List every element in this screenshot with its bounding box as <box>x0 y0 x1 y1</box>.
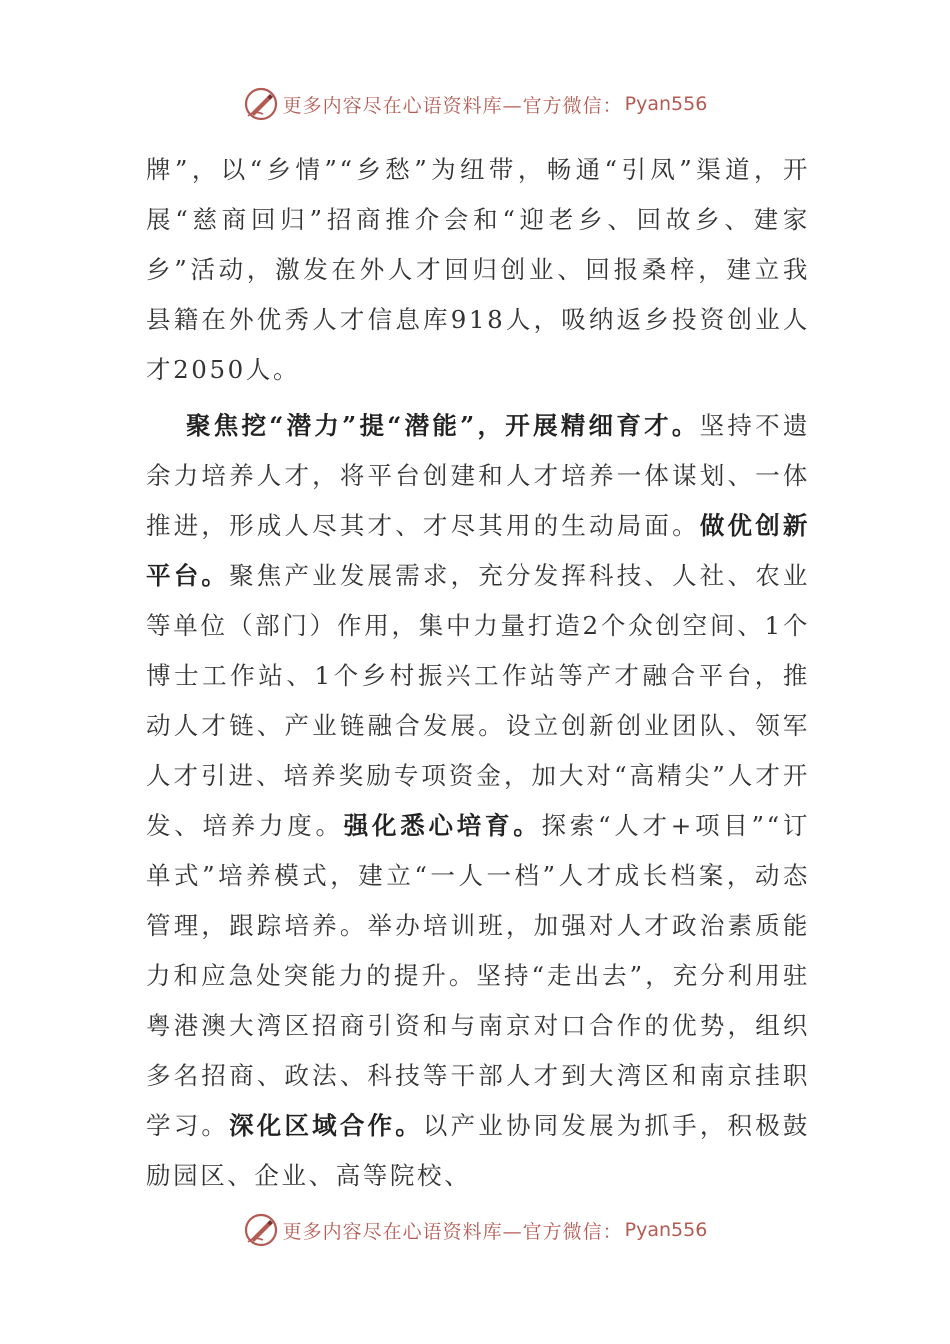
paragraph-text: 坚持不遗余力培养人才，将平台创建和人才培养一体谋划、一体推进，形成人尽其才、才尽其用的生动局面。 <box>146 411 810 540</box>
banner-text: 更多内容尽在心语资料库—官方微信： <box>282 1220 623 1243</box>
subheading-cooperation: 深化区域合作。 <box>229 1111 423 1140</box>
header-banner <box>0 82 950 126</box>
subheading-training: 强化悉心培育。 <box>343 811 542 840</box>
footer-banner <box>0 1208 950 1252</box>
paragraph-2 <box>146 401 810 1201</box>
paragraph-text: 聚焦产业发展需求，充分发挥科技、人社、农业等单位（部门）作用，集中力量打造2个众创空间、1个博士工作站、1个乡村振兴工作站等产才融合平台，推动人才链、产业链融合发展。设立创新创业团队、领军人才引进、培养奖励专项资金，加大对“高精尖”人才开发、培养力度。 <box>146 561 810 840</box>
pen-logo-icon <box>243 1212 279 1248</box>
wechat-id: Pyan556 <box>624 1219 708 1241</box>
document-body <box>146 145 810 1201</box>
banner-text: 更多内容尽在心语资料库—官方微信： <box>282 94 623 117</box>
paragraph-1: 牌”，以“乡情”“乡愁”为纽带，畅通“引凤”渠道，开展“慈商回归”招商推介会和“迎老乡、回故乡、建家乡”活动，激发在外人才回归创业、回报桑梓，建立我县籍在外优秀人才信息库918人，吸纳返乡投资创业人才2050人。 <box>146 155 810 384</box>
paragraph-text: 以产业协同发展为抓手，积极鼓励园区、企业、高等院校、 <box>146 1111 810 1190</box>
pen-logo-icon <box>243 86 279 122</box>
section-heading: 聚焦挖“潜力”提“潜能”，开展精细育才。 <box>186 411 700 440</box>
paragraph-text: 探索“人才+项目”“订单式”培养模式，建立“一人一档”人才成长档案，动态管理，跟踪培养。举办培训班，加强对人才政治素质能力和应急处突能力的提升。坚持“走出去”，充分利用驻粤港澳大湾区招商引资和与南京对口合作的优势，组织多名招商、政法、科技等干部人才到大湾区和南京挂职学习。 <box>146 811 810 1140</box>
wechat-id: Pyan556 <box>624 93 708 115</box>
subheading-platform: 做优创新平台。 <box>146 511 811 590</box>
